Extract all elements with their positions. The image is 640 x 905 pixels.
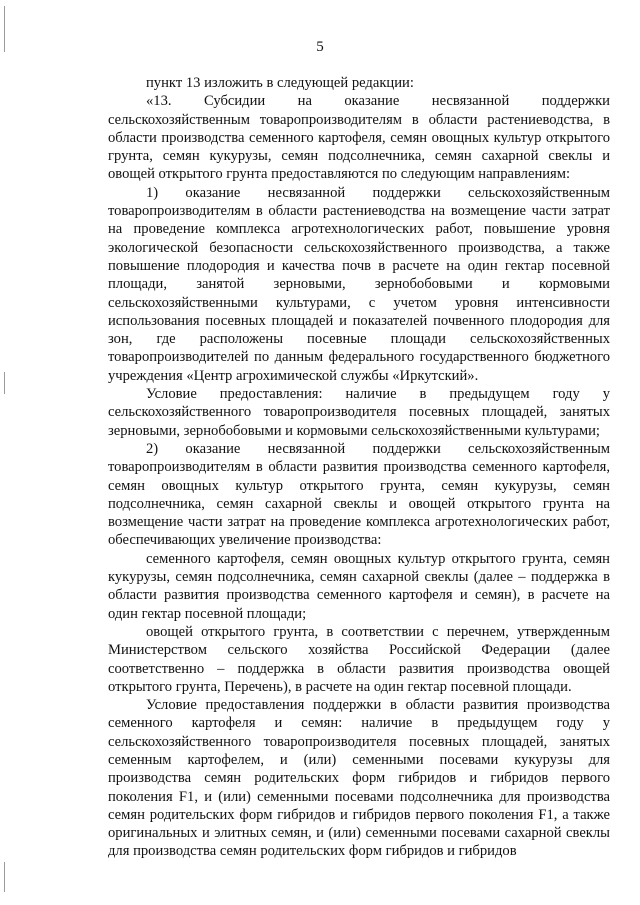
paragraph-seed-production: семенного картофеля, семян овощных культур открытого грунта, семян кукурузы, семян подсолнечника, семян сахарной свеклы (далее – поддержка в области развития производства семенного картофеля и семян), в расчете на один гектар посевной площади; xyxy=(108,550,610,622)
paragraph-vegetables: овощей открытого грунта, в соответствии с перечнем, утвержденным Министерством сельского хозяйства Российской Федерации (далее соответственно – поддержка в области развития производства овощей открытого грунта, Перечень), в расчете на один гектар посевной площади. xyxy=(108,623,610,695)
scan-edge-mark xyxy=(4,372,5,394)
paragraph-item-1: 1) оказание несвязанной поддержки сельскохозяйственным товаропроизводителям в области растениеводства на возмещение части затрат на проведение комплекса агротехнологических работ, повышение уровня экологической безопасности сельскохозяйственного производства, а также повышение плодородия и качества почв в расчете на один гектар посевной площади, занятой зерновыми, зернобобовыми и кормовыми сельскохозяйственными культурами, с учетом уровня интенсивности использования посевных площадей и показателей почвенного плодородия для зон, где расположены посевные площади сельскохозяйственных товаропроизводителей по данным федерального государственного бюджетного учреждения «Центр агрохимической службы «Иркутский». xyxy=(108,184,610,384)
document-body xyxy=(108,74,610,861)
paragraph-condition-1: Условие предоставления: наличие в предыдущем году у сельскохозяйственного товаропроизводителя посевных площадей, занятых зерновыми, зернобобовыми и кормовыми сельскохозяйственными культурами; xyxy=(108,386,610,439)
paragraph-intro: пункт 13 изложить в следующей редакции: xyxy=(146,75,414,91)
paragraph-item-2: 2) оказание несвязанной поддержки сельскохозяйственным товаропроизводителям в области развития производства семенного картофеля, семян овощных культур открытого грунта, семян кукурузы, семян подсолнечника, семян сахарной свеклы и овощей открытого грунта на возмещение части затрат на проведение комплекса агротехнологических работ, обеспечивающих увеличение производства: xyxy=(108,440,610,549)
paragraph-condition-2: Условие предоставления поддержки в области развития производства семенного картофеля и семян: наличие в предыдущем году у сельскохозяйственного товаропроизводителя посевных площадей, занятых семенным картофелем, и (или) семенными посевами кукурузы для производства семян родительских форм гибридов и гибридов первого поколения F1, и (или) семенными посевами подсолнечника для производства семян родительских форм гибридов и гибридов первого поколения F1, а также оригинальных и элитных семян, и (или) семенными посевами сахарной свеклы для производства семян родительских форм гибридов и гибридов xyxy=(108,697,610,860)
scan-edge-mark xyxy=(4,862,5,892)
paragraph-clause-13: «13. Субсидии на оказание несвязанной поддержки сельскохозяйственным товаропроизводителям в области растениеводства, в области производства семенного картофеля, семян овощных культур открытого грунта, семян кукурузы, семян подсолнечника, семян сахарной свеклы и овощей открытого грунта предоставляются по следующим направлениям: xyxy=(108,93,610,183)
page-number: 5 xyxy=(316,39,324,55)
